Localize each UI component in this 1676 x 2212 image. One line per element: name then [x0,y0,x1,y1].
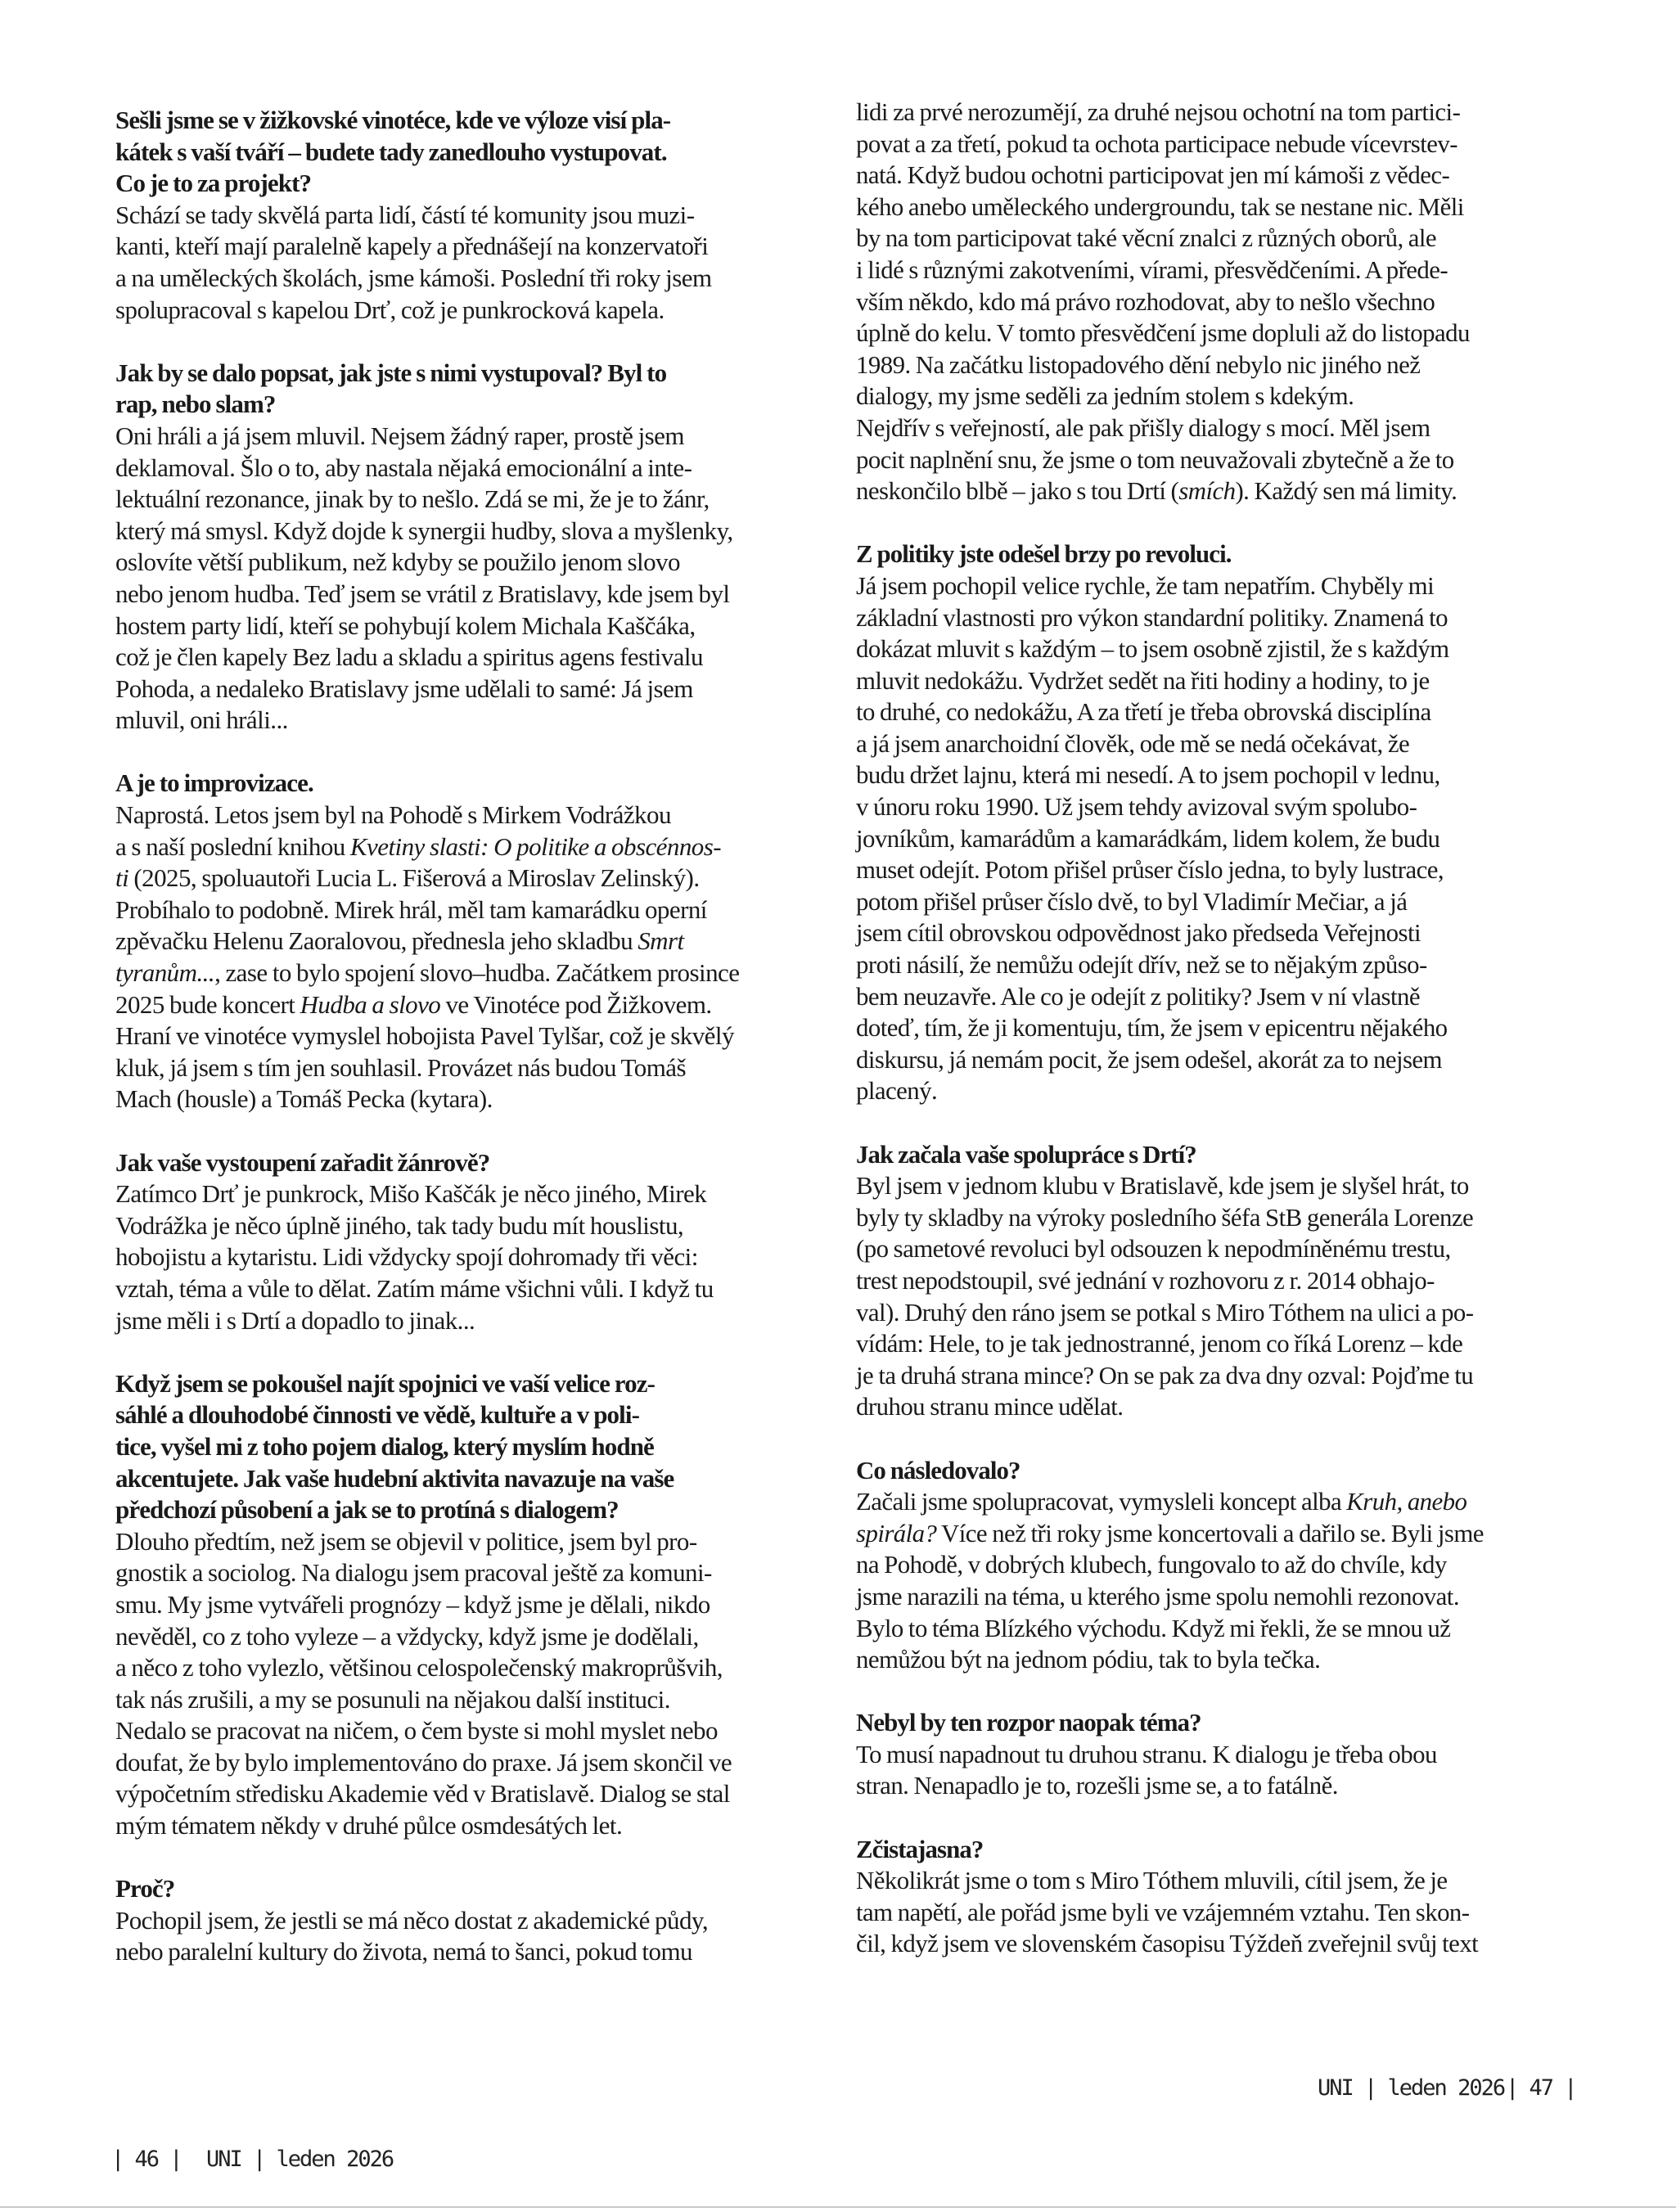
text-line: natá. Když budou ochotni participovat jen mí kámoši z vědec- [856,160,1450,190]
text-line: Mach (housle) a Tomáš Pecka (kytara). [115,1084,493,1114]
text-line: dialogy, my jsme seděli za jedním stolem s kdekým. [856,381,1354,411]
text-line: neskončilo blbě – jako s tou Drtí (smích). Každý sen má limity. [856,476,1457,506]
page-number-left: | 46 | [111,2147,182,2172]
text-line: val). Druhý den ráno jsem se potkal s Miro Tóthem na ulici a po- [856,1297,1474,1327]
interview-answer [856,97,1584,507]
text-line: jsme narazili na téma, u kterého jsme spolu nemohli rezonovat. [856,1581,1459,1611]
text-line: hostem party lidí, kteří se pohybují kolem Michala Kaščáka, [115,610,696,640]
text-line: Co je to za projekt? [115,169,312,198]
text-line: mluvit nedokážu. Vydržet sedět na řiti hodiny a hodiny, to je [856,665,1430,695]
text-line: stran. Nenapadlo je to, rozešli jsme se, a to fatálně. [856,1771,1338,1800]
text-line: a něco z toho vylezlo, většinou celospolečenský makroprůšvih, [115,1653,723,1683]
text-line: akcentujete. Jak vaše hudební aktivita navazuje na vaše [115,1463,674,1493]
text-line: povat a za třetí, pokud ta ochota participace nebude vícevrstev- [856,128,1457,158]
italic-title: ti [115,863,129,893]
text-line: Naprostá. Letos jsem byl na Pohodě s Mirkem Vodrážkou [115,800,671,830]
text-line: Hraní ve vinotéce vymyslel hobojista Pavel Tylšar, což je skvělý [115,1021,734,1051]
interview-question [856,538,1584,570]
interview-answer [115,800,836,1115]
interview-question [115,358,836,421]
text-line: Bylo to téma Blízkého východu. Když mi řekli, že se mnou už [856,1613,1451,1642]
interview-answer [115,421,836,737]
text-line: ti (2025, spoluautoři Lucia L. Fišerová a Miroslav Zelinský). [115,863,700,893]
interview-answer [115,200,836,326]
text-line: rap, nebo slam? [115,390,276,419]
text-line: byly ty skladby na výroky posledního šéfa StB generála Lorenze [856,1202,1474,1232]
text-line: Několikrát jsme o tom s Miro Tóthem mluvili, cítil jsem, že je [856,1866,1448,1895]
text-line: předchozí působení a jak se to protíná s dialogem? [115,1495,619,1525]
text-line: jsem cítil obrovskou odpovědnost jako předseda Veřejnosti [856,918,1421,948]
interview-answer [856,570,1584,1107]
interview-question [115,1873,836,1905]
paragraph-gap [115,737,836,768]
text-line: úplně do kelu. V tomto přesvědčení jsme dopluli až do listopadu [856,318,1470,348]
text-line: trest nepodstoupil, své jednání v rozhovoru z r. 2014 obhajo- [856,1265,1435,1295]
text-line: lektuální rezonance, jinak by to nešlo. Zdá se mi, že je to žánr, [115,484,710,514]
text-line: gnostik a sociolog. Na dialogu jsem pracoval ještě za komuni- [115,1558,712,1588]
text-line: což je člen kapely Bez ladu a skladu a spiritus agens festivalu [115,642,703,672]
text-line: kého anebo uměleckého undergroundu, tak se nestane nic. Měli [856,191,1464,221]
text-line: kluk, já jsem s tím jen souhlasil. Provázet nás budou Tomáš [115,1052,687,1082]
text-line: Zatímco Drť je punkrock, Mišo Kaščák je něco jiného, Mirek [115,1179,707,1209]
interview-question [856,1139,1584,1171]
text-line: základní vlastnosti pro výkon standardní politiky. Znamená to [856,602,1448,632]
text-line: Schází se tady skvělá parta lidí, částí té komunity jsou muzi- [115,200,695,229]
interview-question [856,1455,1584,1487]
text-line: jovníkům, kamarádům a kamarádkám, lidem kolem, že budu [856,823,1440,853]
text-line: muset odejít. Potom přišel průser číslo jedna, to byly lustrace, [856,855,1444,885]
text-line: tyranům..., zase to bylo spojení slovo–hudba. Začátkem prosince [115,958,740,988]
right-column [856,97,1584,1960]
text-line: Já jsem pochopil velice rychle, že tam nepatřím. Chyběly mi [856,570,1435,600]
text-line: 1989. Na začátku listopadového dění nebylo nic jiného než [856,349,1421,379]
text-line: Co následovalo? [856,1455,1020,1484]
text-line: a s naší poslední knihou Kvetiny slasti: O politike a obscénnos- [115,831,722,861]
interview-question [856,1834,1584,1866]
interview-answer [115,1526,836,1842]
interview-answer [856,1486,1584,1676]
italic-title: Kruh, anebo [1346,1487,1467,1516]
italic-title: tyranům... [115,958,215,988]
text-line: A je to improvizace. [115,768,313,798]
text-line: nebo paralelní kultury do života, nemá to šanci, pokud tomu [115,1937,692,1966]
text-line: 2025 bude koncert Hudba a slovo ve Vinotéce pod Žižkovem. [115,989,712,1019]
text-line: tak nás zrušili, a my se posunuli na nějakou další instituci. [115,1684,670,1714]
text-line: Z politiky jste odešel brzy po revoluci. [856,539,1232,569]
text-line: v únoru roku 1990. Už jsem tehdy avizoval svým spolubo- [856,792,1417,822]
italic-title: Hudba a slovo [300,989,441,1019]
text-line: nebo jenom hudba. Teď jsem se vrátil z Bratislavy, kde jsem byl [115,579,730,608]
text-line: bem neuzavře. Ale co je odejít z politiky? Jsem v ní vlastně [856,981,1421,1011]
text-line: doteď, tím, že ji komentuju, tím, že jsem v epicentru nějakého [856,1013,1448,1043]
text-line: zpěvačku Helenu Zaoralovou, přednesla jeho skladbu Smrt [115,926,684,956]
text-line: Jak začala vaše spolupráce s Drtí? [856,1139,1196,1169]
text-line: Zčistajasna? [856,1834,984,1863]
text-line: mým tématem někdy v druhé půlce osmdesátých let. [115,1811,623,1840]
text-line: proti násilí, že nemůžu odejít dřív, než se to nějakým způso- [856,950,1427,980]
paragraph-gap [115,1842,836,1874]
interview-answer [856,1865,1584,1960]
interview-question [115,1368,836,1526]
italic-title: smích [1178,476,1236,506]
italic-title: Kvetiny slasti: O politike a obscénnos- [349,831,722,861]
text-line: Pohoda, a nedaleko Bratislavy jsme udělali to samé: Já jsem [115,674,693,703]
text-line: nevěděl, co z toho vyleze – a vždycky, když jsme je dodělali, [115,1621,699,1651]
paragraph-gap [856,1802,1584,1834]
interview-question [115,1147,836,1179]
text-line: kanti, kteří mají paralelně kapely a přednášejí na konzervatoři [115,232,709,261]
text-line: Vodrážka je něco úplně jiného, tak tady budu mít houslistu, [115,1210,684,1240]
paragraph-gap [856,1107,1584,1139]
text-line: vším někdo, kdo má právo rozhodovat, aby to nešlo všechno [856,286,1435,316]
text-line: na Pohodě, v dobrých klubech, fungovalo to až do chvíle, kdy [856,1550,1447,1579]
interview-answer [856,1170,1584,1423]
text-line: budu držet lajnu, která mi nesedí. A to jsem pochopil v lednu, [856,760,1440,790]
text-line: tam napětí, ale pořád jsme byli ve vzájemném vztahu. Ten skon- [856,1897,1470,1926]
text-line: Probíhalo to podobně. Mirek hrál, měl tam kamarádku operní [115,894,707,924]
text-line: hobojistu a kytaristu. Lidi vždycky spojí dohromady tři věci: [115,1242,698,1272]
text-line: diskursu, já nemám pocit, že jsem odešel, akorát za to nejsem [856,1044,1442,1074]
text-line: (po sametové revoluci byl odsouzen k nepodmíněnému trestu, [856,1234,1451,1264]
paragraph-gap [115,1115,836,1147]
text-line: smu. My jsme vytvářeli prognózy – když jsme je dělali, nikdo [115,1589,710,1619]
text-line: a já jsem anarchoidní člověk, ode mě se nedá očekávat, že [856,728,1410,758]
text-line: doufat, že by bylo implementováno do praxe. Já jsem skončil ve [115,1747,732,1777]
text-line: potom přišel průser číslo dvě, to byl Vladimír Mečiar, a já [856,886,1408,916]
italic-title: spirála? [856,1518,937,1547]
text-line: vídám: Hele, to je tak jednostranné, jenom co říká Lorenz – kde [856,1329,1463,1358]
text-line: kátek s vaší tváří – budete tady zanedlouho vystupovat. [115,137,667,166]
italic-title: Smrt [638,926,684,956]
text-line: dokázat mluvit s každým – to jsem osobně zjistil, že s každým [856,634,1449,664]
text-line: Jak vaše vystoupení zařadit žánrově? [115,1147,490,1177]
text-line: Pochopil jsem, že jestli se má něco dostat z akademické půdy, [115,1905,709,1935]
text-line: který má smysl. Když dojde k synergii hudby, slova a myšlenky, [115,516,733,545]
text-line: je ta druhá strana mince? On se pak za dva dny ozval: Pojďme tu [856,1360,1474,1390]
text-line: Když jsem se pokoušel najít spojnici ve vaší velice roz- [115,1368,655,1398]
interview-answer [856,1739,1584,1802]
text-line: Dlouho předtím, než jsem se objevil v politice, jsem byl pro- [115,1526,697,1556]
text-line: mluvil, oni hráli... [115,705,288,735]
text-line: to druhé, co nedokážu, A za třetí je třeba obrovská disciplína [856,697,1431,727]
text-line: spirála? Více než tři roky jsme koncertovali a dařilo se. Byli jsme [856,1518,1484,1547]
text-line: spolupracoval s kapelou Drť, což je punkrocková kapela. [115,295,665,324]
text-line: Proč? [115,1874,175,1903]
text-line: jsme měli i s Drtí a dopadlo to jinak... [115,1305,475,1335]
magazine-issue-left: UNI | leden 2026 [206,2147,394,2172]
text-line: druhou stranu mince udělat. [856,1392,1124,1421]
text-line: sáhlé a dlouhodobé činnosti ve vědě, kultuře a v poli- [115,1400,639,1430]
text-line: To musí napadnout tu druhou stranu. K dialogu je třeba obou [856,1739,1437,1768]
text-line: i lidé s různými zakotveními, vírami, přesvědčeními. A přede- [856,255,1448,284]
paragraph-gap [115,326,836,358]
text-line: Sešli jsme se v žižkovské vinotéce, kde ve výloze visí pla- [115,106,671,134]
magazine-issue-right: UNI | leden 2026 [1318,2075,1505,2101]
paragraph-gap [856,507,1584,539]
text-line: tice, vyšel mi z toho pojem dialog, který myslím hodně [115,1431,654,1461]
text-line: Byl jsem v jednom klubu v Bratislavě, kde jsem je slyšel hrát, to [856,1171,1469,1201]
interview-question [115,768,836,800]
text-line: lidi za prvé nerozumějí, za druhé nejsou ochotní na tom partici- [856,97,1461,126]
text-line: placený. [856,1076,938,1106]
interview-question [115,105,836,200]
text-line: Nedalo se pracovat na ničem, o čem byste si mohl myslet nebo [115,1716,718,1746]
text-line: výpočetním středisku Akademie věd v Bratislavě. Dialog se stal [115,1779,730,1809]
bottom-rule [0,2206,1676,2208]
text-line: oslovíte větší publikum, než kdyby se použilo jenom slovo [115,547,680,577]
text-line: Oni hráli a já jsem mluvil. Nejsem žádný raper, prostě jsem [115,421,684,450]
interview-answer [115,1905,836,1968]
text-line: Začali jsme spolupracovat, vymysleli koncept alba Kruh, anebo [856,1487,1467,1516]
text-line: deklamoval. Šlo o to, aby nastala nějaká emocionální a inte- [115,453,692,482]
interview-question [856,1707,1584,1739]
paragraph-gap [115,1336,836,1368]
paragraph-gap [856,1423,1584,1455]
text-line: nemůžou být na jednom pódiu, tak to byla tečka. [856,1645,1321,1674]
text-line: pocit naplnění snu, že jsme o tom neuvažovali zbytečně a že to [856,444,1454,474]
text-line: Jak by se dalo popsat, jak jste s nimi vystupoval? Byl to [115,358,667,387]
page-number-right: | 47 | [1506,2075,1576,2101]
text-line: by na tom participovat také věcní znalci z různých oborů, ale [856,223,1437,253]
text-line: a na uměleckých školách, jsme kámoši. Poslední tři roky jsem [115,263,712,292]
text-line: čil, když jsem ve slovenském časopisu Týždeň zveřejnil svůj text [856,1929,1479,1958]
left-column [115,105,836,1968]
text-line: vztah, téma a vůle to dělat. Zatím máme všichni vůli. I když tu [115,1273,714,1303]
text-line: Nejdřív s veřejností, ale pak přišly dialogy s mocí. Měl jsem [856,412,1430,442]
text-line: Nebyl by ten rozpor naopak téma? [856,1708,1201,1737]
paragraph-gap [856,1676,1584,1708]
interview-answer [115,1178,836,1336]
